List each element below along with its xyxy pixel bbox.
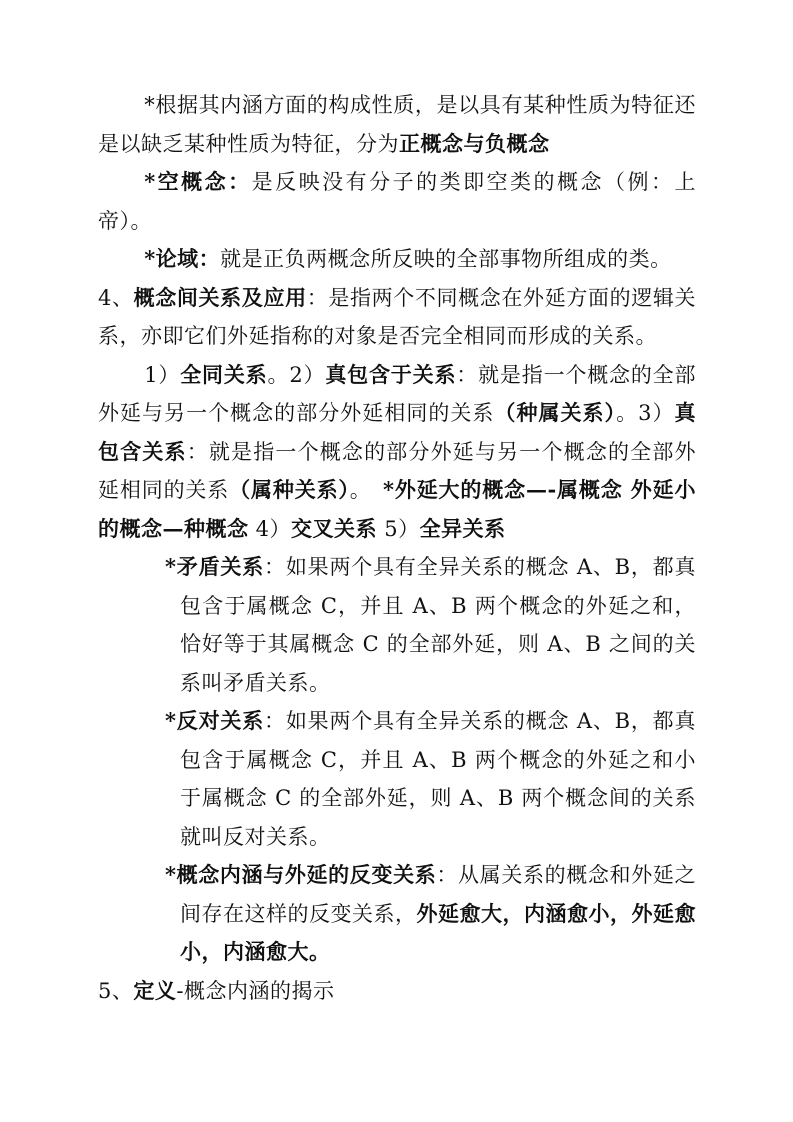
- paragraph: [165, 856, 697, 972]
- body-text: 是反映没有分子的类即空类的概念（例：上帝）。: [98, 170, 697, 233]
- body-text: 。3）: [616, 401, 675, 425]
- body-text: 4、: [98, 285, 134, 310]
- emphasized-text: （种属关系）: [494, 400, 617, 425]
- emphasized-text: *外延大的概念—-属概念 外延小的概念—种概念: [98, 477, 696, 541]
- body-text: ：如果两个具有全异关系的概念 A、B，都真包含于属概念 C，并且 A、B 两个概念的外延之和，恰好等于其属概念 C 的全部外延，则 A、B 之间的关系叫矛盾关系。: [180, 555, 696, 695]
- emphasized-text: *空概念：: [144, 169, 252, 194]
- emphasized-text: 概念间关系及应用: [133, 284, 307, 310]
- emphasized-text: 真包含关系: [98, 400, 696, 464]
- body-text: 4）: [248, 516, 292, 541]
- body-text: 5、: [98, 978, 134, 1003]
- body-text: ：是指两个不同概念在外延方面的逻辑关系，亦即它们外延指称的对象是否完全相同而形成的关系。: [98, 285, 696, 348]
- body-text: 。2）: [267, 362, 326, 387]
- body-text: ：就是指一个概念的部分外延与另一个概念的全部外延相同的关系: [98, 439, 697, 502]
- paragraph: [98, 240, 696, 279]
- body-text: ：就是指一个概念的全部外延与另一个概念的部分外延相同的关系: [98, 362, 697, 425]
- emphasized-text: *论域：: [144, 246, 221, 271]
- emphasized-text: 全异关系: [419, 515, 506, 541]
- paragraph: [98, 86, 696, 163]
- emphasized-text: 正概念与负概念: [399, 130, 550, 156]
- body-text: 就是正负两概念所反映的全部事物所组成的类。: [220, 247, 672, 271]
- emphasized-text: *概念内涵与外延的反变关系: [165, 862, 437, 887]
- emphasized-text: 真包含于关系: [325, 361, 457, 387]
- emphasized-text: 定义: [133, 977, 177, 1003]
- paragraph: [98, 356, 696, 549]
- body-text: *根据其内涵方面的构成性质，是以具有某种性质为特征还是以缺乏某种性质为特征，分为: [98, 93, 696, 156]
- emphasized-text: 全同关系: [180, 361, 268, 387]
- emphasized-text: 外延愈大，内涵愈小，外延愈小，内涵愈大。: [180, 900, 696, 964]
- emphasized-text: *反对关系: [165, 708, 265, 733]
- emphasized-text: 交叉关系: [291, 515, 378, 541]
- body-text: ：如果两个具有全异关系的概念 A、B，都真包含于属概念 C，并且 A、B 两个概念的外延之和小于属概念 C 的全部外延，则 A、B 两个概念间的关系就叫反对关系。: [180, 709, 696, 849]
- emphasized-text: （属种关系）: [229, 477, 350, 502]
- emphasized-text: *矛盾关系: [165, 554, 265, 579]
- body-text: 1）: [144, 362, 181, 387]
- body-text: 。: [349, 478, 383, 502]
- paragraph: [98, 163, 696, 240]
- body-text: -概念内涵的揭示: [176, 978, 335, 1003]
- body-text: 5）: [377, 516, 420, 541]
- paragraph: [165, 548, 696, 702]
- paragraph: [165, 702, 696, 856]
- paragraph: [98, 279, 696, 356]
- body-text: ：从属关系的概念和外延之间存在这样的反变关系，: [180, 863, 697, 926]
- paragraph: [98, 972, 696, 1011]
